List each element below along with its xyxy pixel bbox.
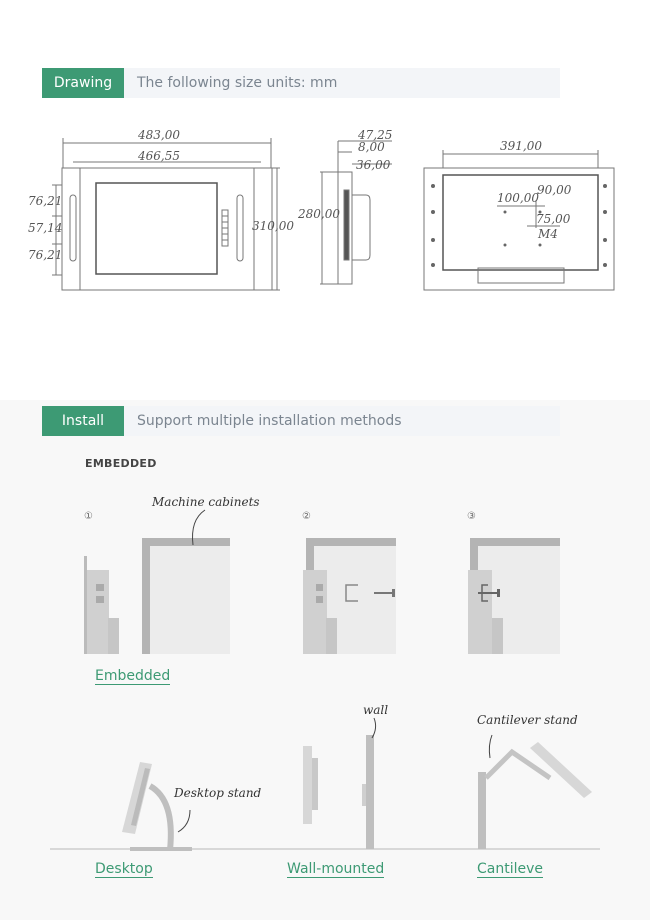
step-2-marker: ②	[302, 511, 311, 522]
embedded-link[interactable]: Embedded	[95, 668, 171, 684]
front-width-inner: 466,55	[138, 149, 180, 163]
wall-word-label: wall	[363, 703, 389, 717]
install-description: Support multiple installation methods	[137, 413, 402, 429]
side-height: 280,00	[298, 207, 340, 221]
step-1-marker: ①	[84, 511, 93, 522]
cantilever-stand-label: Cantilever stand	[477, 713, 578, 727]
side-body-depth: 36,00	[356, 158, 391, 172]
side-depth-total: 47,25	[358, 128, 393, 142]
drawing-description: The following size units: mm	[137, 75, 338, 91]
front-left-dim-1: 76,21	[28, 194, 63, 208]
front-height: 310,00	[252, 219, 294, 233]
embedded-step-3-illustration	[468, 538, 560, 654]
embedded-step-1-illustration	[84, 510, 230, 654]
side-front-thickness: 8,00	[358, 140, 385, 154]
back-screw: M4	[538, 227, 558, 241]
back-width: 391,00	[500, 139, 542, 153]
drawing-tag: Drawing	[42, 68, 124, 98]
step-3-marker: ③	[467, 511, 476, 522]
install-tag: Install	[42, 406, 124, 436]
front-left-dim-2: 57,14	[28, 221, 63, 235]
cantilever-link[interactable]: Cantileve	[477, 861, 544, 877]
front-left-dim-3: 76,21	[28, 248, 63, 262]
cabinet-label: Machine cabinets	[152, 495, 260, 509]
back-vesa-h: 90,00	[537, 183, 572, 197]
wall-mounted-link[interactable]: Wall-mounted	[287, 861, 385, 877]
back-vesa-large: 100,00	[497, 191, 539, 205]
desktop-illustration	[122, 762, 192, 851]
embedded-step-2-illustration	[303, 538, 396, 654]
desktop-stand-label: Desktop stand	[174, 786, 262, 800]
front-width-outer: 483,00	[138, 128, 180, 142]
wall-mounted-illustration	[303, 718, 376, 849]
embedded-subheading: EMBEDDED	[85, 457, 157, 470]
cantilever-illustration	[478, 735, 592, 849]
back-vesa-small: 75,00	[536, 212, 571, 226]
desktop-link[interactable]: Desktop	[95, 861, 153, 877]
